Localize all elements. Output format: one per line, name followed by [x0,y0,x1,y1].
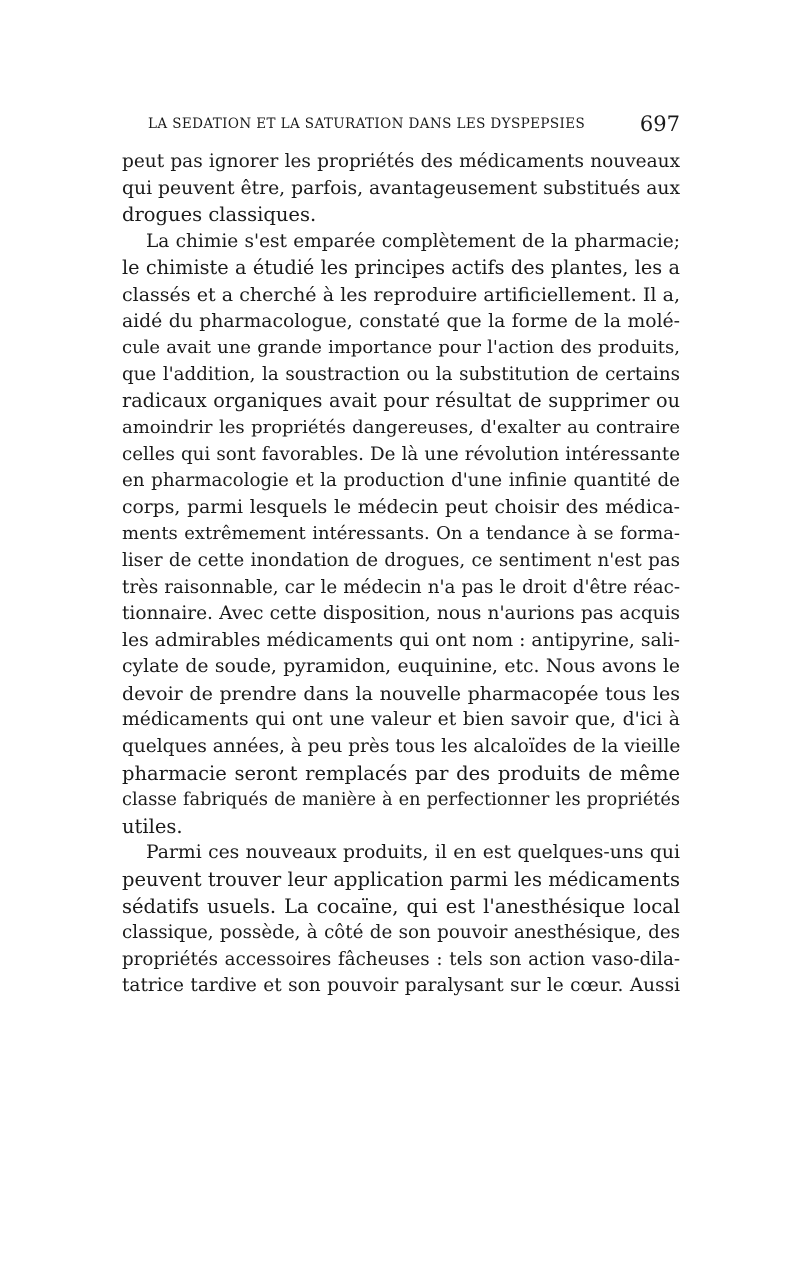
text-line: utiles. [122,814,183,838]
text-line: qui peuvent être, parfois, avantageusement substitués aux [122,177,681,199]
running-header [122,114,680,142]
text-line: classe fabriqués de manière à en perfectionner les propriétés [122,790,680,811]
text-line: très raisonnable, car le médecin n'a pas le droit d'être réac- [122,576,680,598]
page-number: 697 [639,112,680,136]
text-line: cule avait une grande importance pour l'action des produits, [122,337,680,359]
text-line: pharmacie seront remplacés par des produits de même [122,761,680,785]
text-line: quelques années, à peu près tous les alcaloïdes de la vieille [122,736,681,758]
text-line: tatrice tardive et son pouvoir paralysant sur le cœur. Aussi [122,975,680,997]
text-line: devoir de prendre dans la nouvelle pharmacopée tous les [122,682,680,705]
text-line: Parmi ces nouveaux produits, il en est quelques-uns qui [146,842,680,864]
text-line: radicaux organiques avait pour résultat de supprimer ou [122,389,680,413]
text-line: peut pas ignorer les propriétés des médicaments nouveaux [122,151,680,172]
text-line: tionnaire. Avec cette disposition, nous n'aurions pas acquis [122,603,680,625]
text-line: drogues classiques. [122,203,317,227]
text-line: La chimie s'est emparée complètement de la pharmacie; [146,230,680,252]
text-line: ments extrêmement intéressants. On a tendance à se forma- [122,523,680,545]
text-line: médicaments qui ont une valeur et bien savoir que, d'ici à [122,709,680,731]
text-line: amoindrir les propriétés dangereuses, d'exalter au contraire [122,416,680,438]
text-line: classés et a cherché à les reproduire artificiellement. Il a, [122,283,680,306]
text-line: en pharmacologie et la production d'une infinie quantité de [122,470,680,492]
text-line: le chimiste a étudié les principes actifs des plantes, les a [122,256,680,280]
body-text [122,149,680,1000]
text-line: peuvent trouver leur application parmi les médicaments [122,868,680,892]
text-line: liser de cette inondation de drogues, ce sentiment n'est pas [122,549,680,571]
text-line: sédatifs usuels. La cocaïne, qui est l'anesthésique local [122,894,680,918]
text-line: que l'addition, la soustraction ou la substitution de certains [122,363,680,385]
running-title: LA SEDATION ET LA SATURATION DANS LES DYSPEPSIES [148,116,586,132]
text-line: aidé du pharmacologue, constaté que la forme de la molé- [122,310,680,332]
text-line: corps, parmi lesquels le médecin peut choisir des médica- [122,496,680,518]
text-line: classique, possède, à côté de son pouvoir anesthésique, des [122,922,680,944]
text-line: les admirables médicaments qui ont nom : antipyrine, sali- [122,629,680,651]
text-line: cylate de soude, pyramidon, euquinine, etc. Nous avons le [122,656,680,678]
text-line: propriétés accessoires fâcheuses : tels son action vaso-dila- [122,948,680,970]
text-line: celles qui sont favorables. De là une révolution intéressante [122,443,680,465]
